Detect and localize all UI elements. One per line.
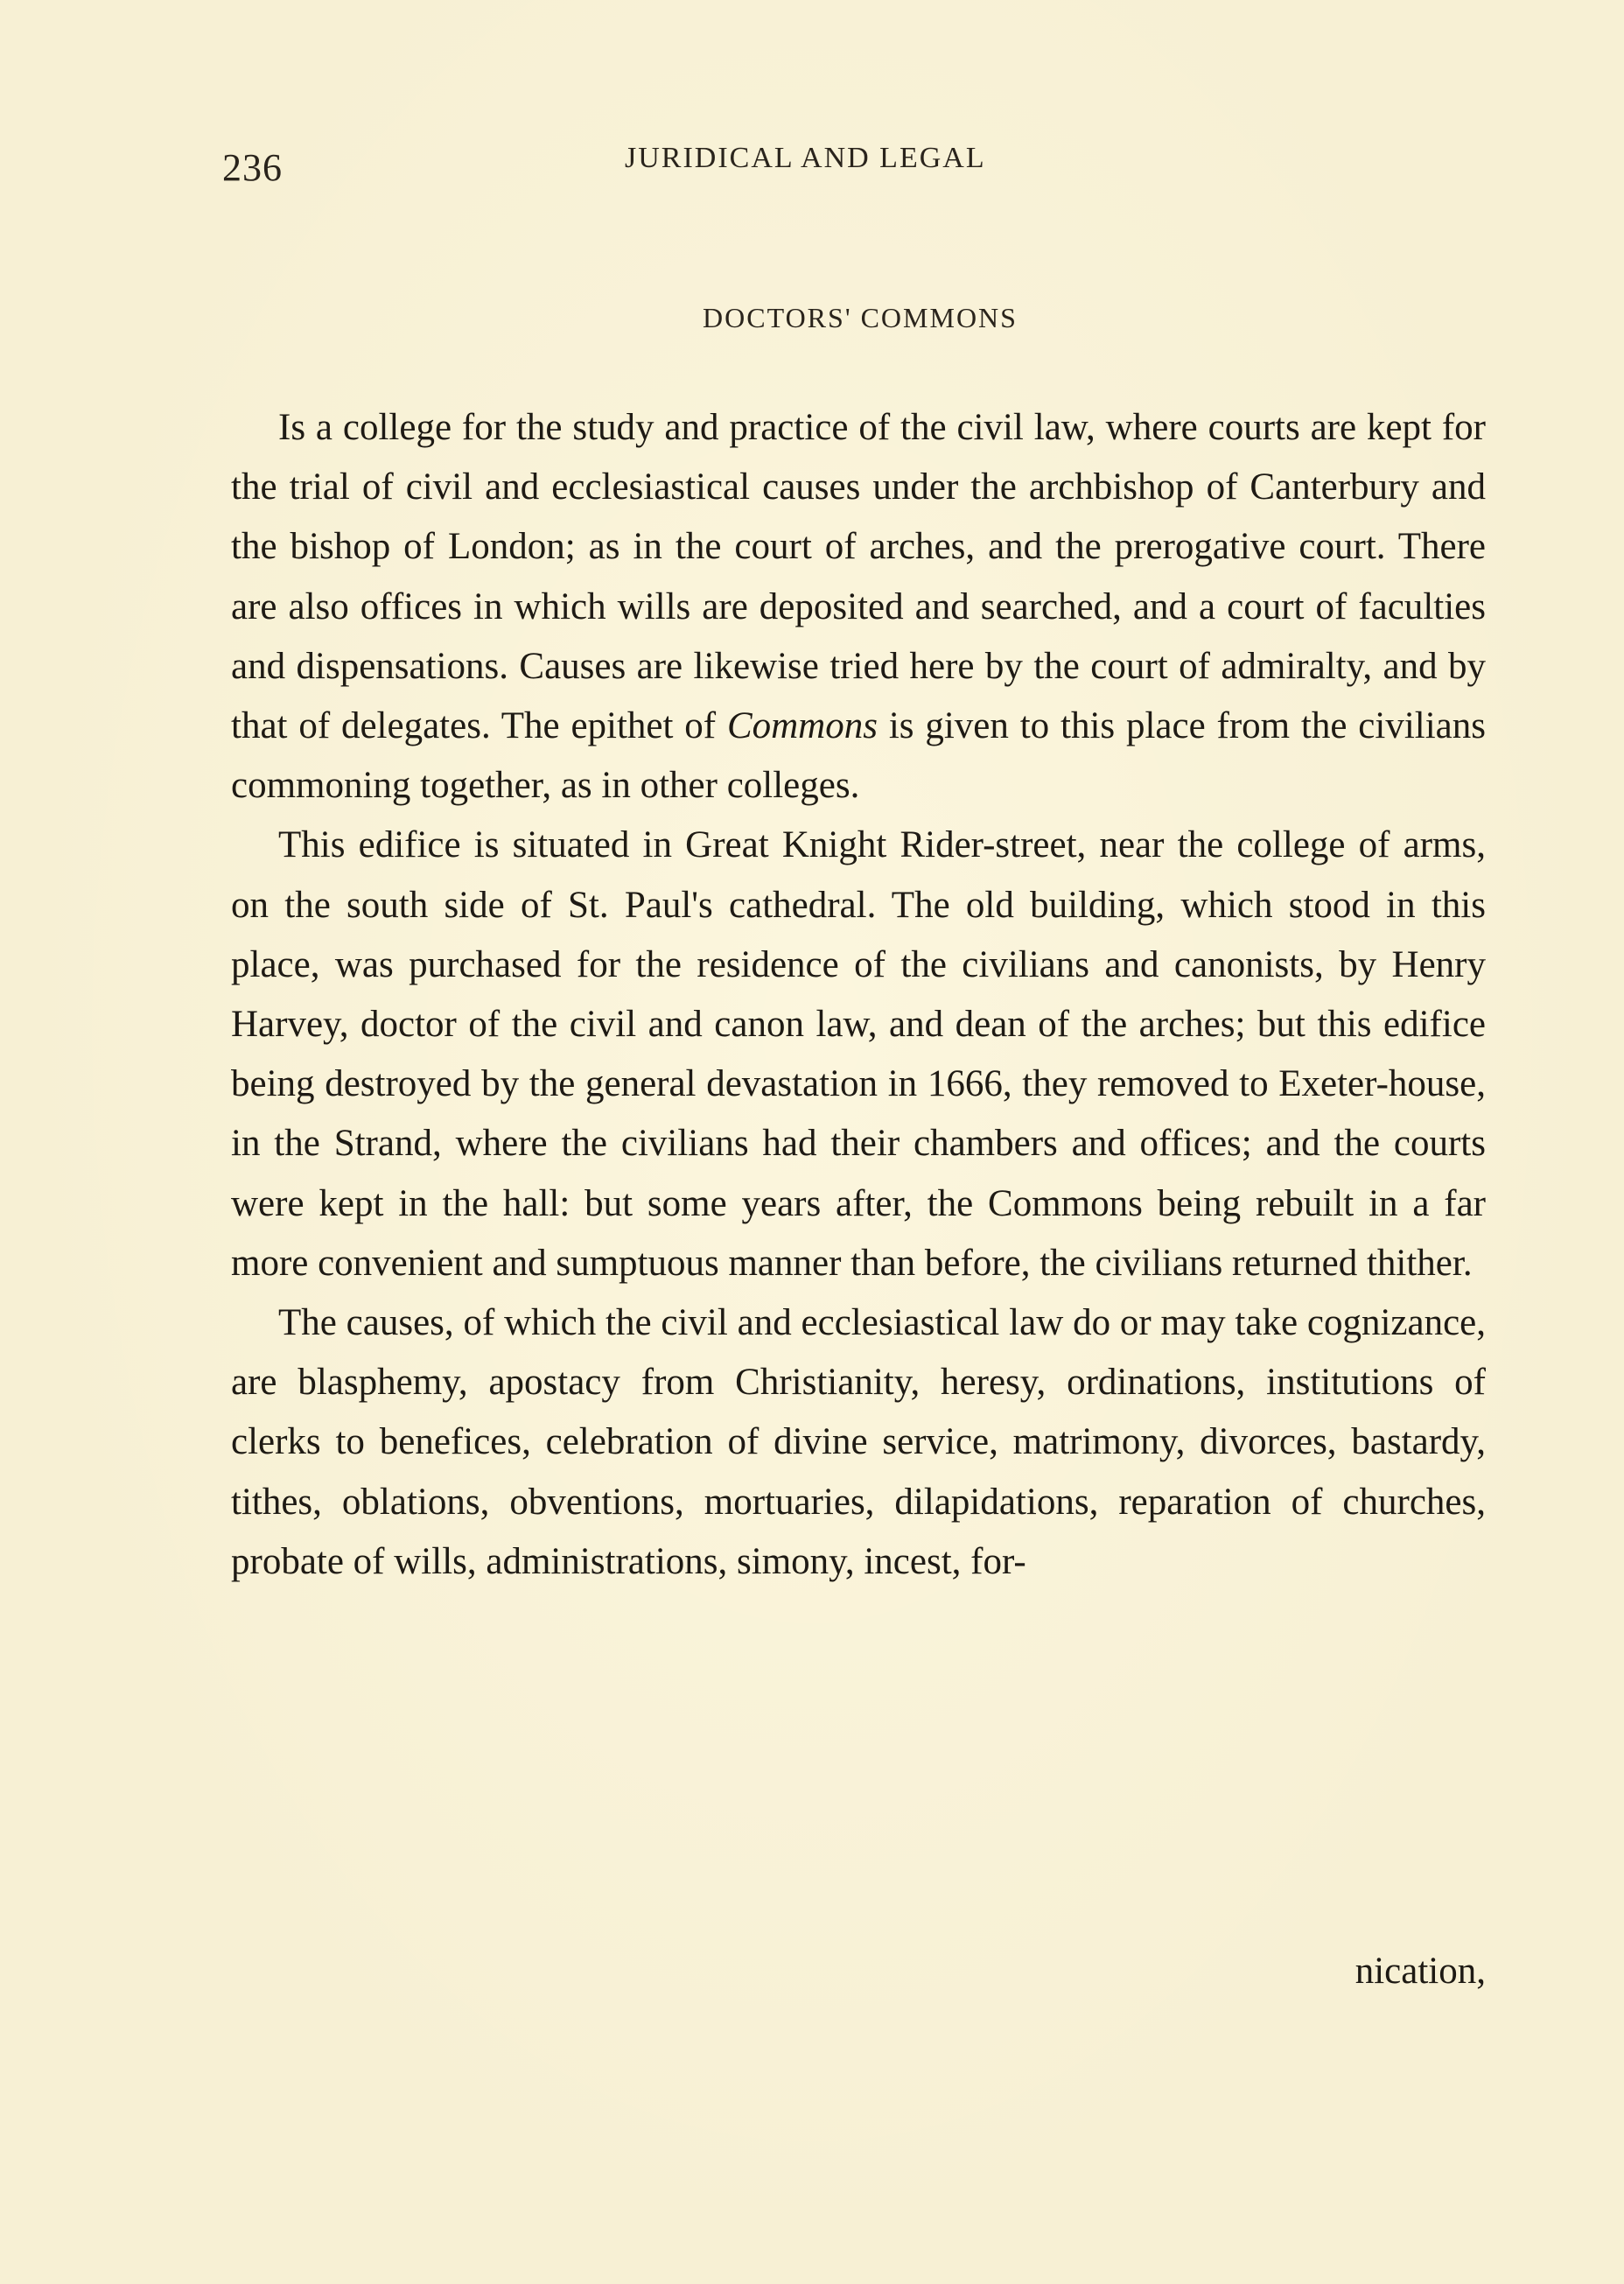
catchword: nication, — [1354, 1951, 1486, 1992]
body-text — [231, 398, 1486, 1592]
paragraph-3: The causes, of which the civil and ecclesiastical law do or may take cognizance, are blasphemy, apostacy from Christianity, heresy, ordinations, institutions of clerks to benefices, celebration of divine service, matrimony, divorces, bastardy, tithes, oblations, obventions, mortuaries, dilapidations, reparation of churches, probate of wills, administrations, simony, incest, for- — [231, 1302, 1486, 1582]
running-head — [0, 131, 1624, 201]
paragraph-1 — [231, 398, 1486, 816]
page-number: 236 — [222, 146, 283, 189]
section-heading: DOCTORS' COMMONS — [703, 302, 1018, 333]
paragraph-1-text-b: is given to this place from the civilians commoning together, as in other colleges. — [231, 705, 1486, 807]
running-title: JURIDICAL AND LEGAL — [625, 142, 986, 174]
paragraph-1-text-a: Is a college for the study and practice of the civil law, where courts are kept for the trial of civil and ecclesiastical causes under the archbishop of Canterbury and the bishop of London; as in the court of arches, and the prerogative court. There are also offices in which wills are deposited and searched, and a court of faculties and dispensations. Causes are likewise tried here by the court of admiralty, and by that of delegates. The epithet of — [231, 407, 1486, 747]
italic-term: Commons — [726, 705, 878, 747]
paragraph-2: This edifice is situated in Great Knight Rider-street, near the college of arms, on the south side of St. Paul's cathedral. The old building, which stood in this place, was purchased for the residence of the civilians and canonists, by Henry Harvey, doctor of the civil and canon law, and dean of the arches; but this edifice being destroyed by the general devastation in 1666, they removed to Exeter-house, in the Strand, where the civilians had their chambers and offices; and the courts were kept in the hall: but some years after, the Commons being rebuilt in a far more convenient and sumptuous manner than before, the civilians returned thither. — [231, 824, 1486, 1284]
